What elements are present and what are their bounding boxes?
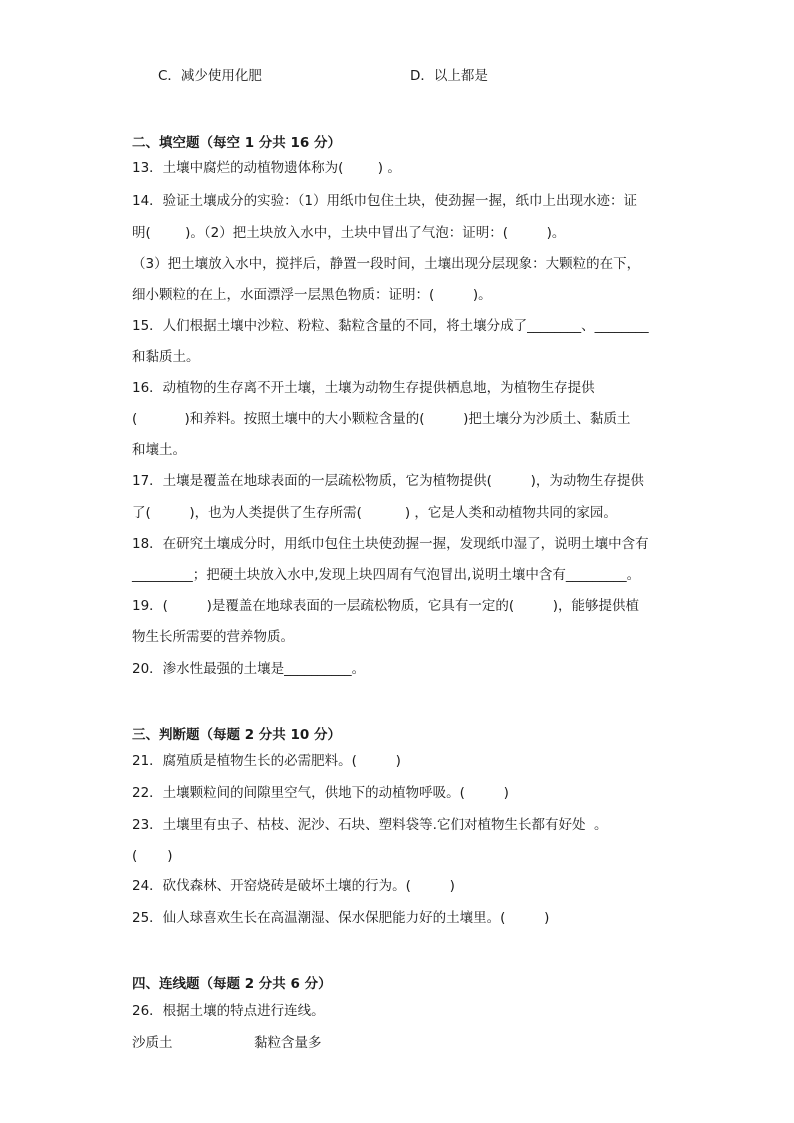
question-21: 21．腐殖质是植物生长的必需肥料。( ) bbox=[132, 753, 401, 769]
question-23-line2: ( ) bbox=[132, 848, 173, 864]
question-19-line1: 19．( )是覆盖在地球表面的一层疏松物质，它具有一定的( )，能够提供植 bbox=[132, 598, 639, 614]
question-22: 22．土壤颗粒间的间隙里空气，供地下的动植物呼吸。( ) bbox=[132, 785, 509, 801]
question-18-line2: _________；把硬土块放入水中,发现上块四周有气泡冒出,说明土壤中含有_________。 bbox=[132, 567, 641, 583]
section-heading-matching: 四、连线题（每题 2 分共 6 分） bbox=[132, 976, 332, 992]
question-14-line3: （3）把土壤放入水中，搅拌后，静置一段时间，土壤出现分层现象：大颗粒的在下， bbox=[132, 256, 641, 272]
question-16-line1: 16．动植物的生存离不开土壤，土壤为动物生存提供栖息地，为植物生存提供 bbox=[132, 380, 595, 396]
question-24: 24．砍伐森林、开窑烧砖是破坏土壤的行为。( ) bbox=[132, 878, 455, 894]
question-18-line1: 18．在研究土壤成分时，用纸巾包住土块使劲握一握，发现纸巾湿了，说明土壤中含有 bbox=[132, 536, 649, 552]
option-c: C．减少使用化肥 bbox=[158, 68, 262, 84]
question-17-line1: 17．土壤是覆盖在地球表面的一层疏松物质，它为植物提供( )，为动物生存提供 bbox=[132, 473, 644, 489]
question-17-line2: 了( )，也为人类提供了生存所需( ) ，它是人类和动植物共同的家园。 bbox=[132, 505, 617, 521]
match-right-item: 黏粒含量多 bbox=[254, 1035, 322, 1051]
question-19-line2: 物生长所需要的营养物质。 bbox=[132, 629, 294, 645]
section-heading-fill-blank: 二、填空题（每空 1 分共 16 分） bbox=[132, 135, 341, 151]
question-23-line1: 23．土壤里有虫子、枯枝、泥沙、石块、塑料袋等.它们对植物生长都有好处 。 bbox=[132, 817, 608, 833]
question-15-line1: 15．人们根据土壤中沙粒、粉粒、黏粒含量的不同，将土壤分成了________、________ bbox=[132, 318, 649, 334]
question-26: 26．根据土壤的特点进行连线。 bbox=[132, 1003, 325, 1019]
question-14-line4: 细小颗粒的在上，水面漂浮一层黑色物质：证明：( )。 bbox=[132, 287, 492, 303]
question-14-line2: 明( )。（2）把土块放入水中，土块中冒出了气泡：证明：( )。 bbox=[132, 225, 566, 241]
question-13: 13．土壤中腐烂的动植物遗体称为( ) 。 bbox=[132, 160, 401, 176]
section-heading-true-false: 三、判断题（每题 2 分共 10 分） bbox=[132, 727, 341, 743]
match-left-item: 沙质土 bbox=[132, 1035, 173, 1051]
question-16-line3: 和壤土。 bbox=[132, 442, 186, 458]
question-16-line2: ( )和养料。按照土壤中的大小颗粒含量的( )把土壤分为沙质土、黏质土 bbox=[132, 411, 631, 427]
question-14-line1: 14．验证土壤成分的实验：（1）用纸巾包住土块，使劲握一握，纸巾上出现水迹：证 bbox=[132, 193, 638, 209]
question-20: 20．渗水性最强的土壤是__________。 bbox=[132, 661, 366, 677]
question-25: 25．仙人球喜欢生长在高温潮湿、保水保肥能力好的土壤里。( ) bbox=[132, 910, 550, 926]
question-15-line2: 和黏质土。 bbox=[132, 349, 200, 365]
option-d: D．以上都是 bbox=[410, 68, 488, 84]
